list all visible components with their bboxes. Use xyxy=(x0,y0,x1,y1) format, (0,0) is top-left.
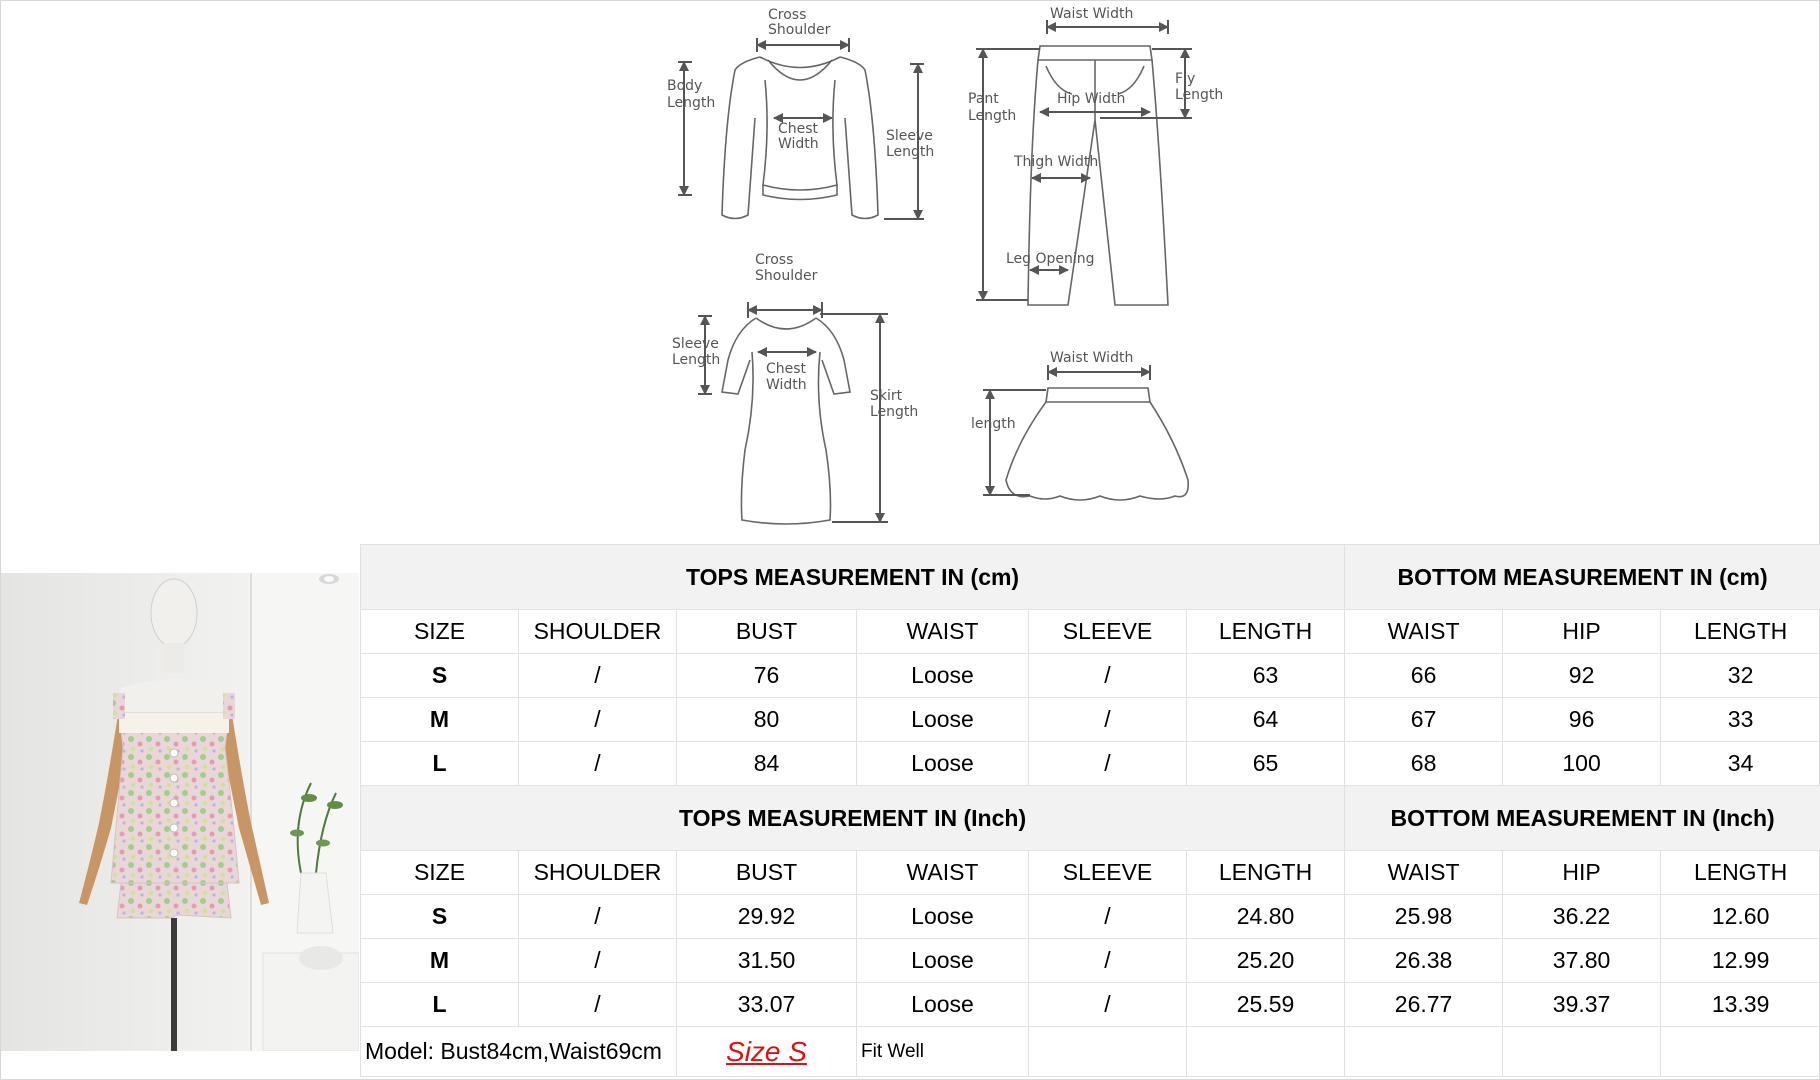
table-cell: 66 xyxy=(1345,654,1503,698)
table-cell: 39.37 xyxy=(1503,983,1661,1027)
dress-skirt-length-label: Skirt xyxy=(870,388,903,404)
product-photo xyxy=(1,573,359,1051)
table-cell: 12.99 xyxy=(1661,939,1820,983)
size-chart-table xyxy=(360,544,1820,1077)
size-cell: S xyxy=(361,654,519,698)
table-cell: / xyxy=(1029,742,1187,786)
size-cell: L xyxy=(361,983,519,1027)
table-cell: 31.50 xyxy=(677,939,857,983)
table-cell: / xyxy=(1029,939,1187,983)
column-header: LENGTH xyxy=(1187,610,1345,654)
table-cell: / xyxy=(519,654,677,698)
table-cell: 33.07 xyxy=(677,983,857,1027)
table-cell: 26.38 xyxy=(1345,939,1503,983)
pants-diagram xyxy=(968,6,1223,305)
dress-sleeve-length-label: Sleeve xyxy=(672,336,719,352)
table-cell: / xyxy=(519,742,677,786)
bottom-cm-title: BOTTOM MEASUREMENT IN (cm) xyxy=(1345,545,1820,610)
dress-cross-shoulder-label-2: Shoulder xyxy=(755,268,818,284)
table-cell: / xyxy=(1029,698,1187,742)
table-cell: / xyxy=(1029,895,1187,939)
table-row xyxy=(361,698,1820,742)
skirt-waist-width-label: Waist Width xyxy=(1050,350,1134,366)
model-measurements: Model: Bust84cm,Waist69cm xyxy=(361,1027,677,1077)
dress-chest-width-label: Chest xyxy=(766,361,807,377)
inch-column-header-row xyxy=(361,851,1820,895)
table-cell: 32 xyxy=(1661,654,1820,698)
empty-cell xyxy=(1503,1027,1661,1077)
top-cross-shoulder-label: Cross xyxy=(768,7,807,23)
pants-leg-opening-label: Leg Opening xyxy=(1006,251,1095,267)
column-header: WAIST xyxy=(857,610,1029,654)
pants-fly-length-label-2: Length xyxy=(1175,87,1224,103)
top-chest-width-label-2: Width xyxy=(778,136,819,152)
dress-skirt-length-label-2: Length xyxy=(870,404,919,420)
column-header: SLEEVE xyxy=(1029,851,1187,895)
skirt-length-label: length xyxy=(971,416,1016,432)
cm-title-row xyxy=(361,545,1820,610)
table-row xyxy=(361,983,1820,1027)
column-header: SLEEVE xyxy=(1029,610,1187,654)
column-header: HIP xyxy=(1503,610,1661,654)
column-header: LENGTH xyxy=(1661,610,1820,654)
tops-cm-title: TOPS MEASUREMENT IN (cm) xyxy=(361,545,1345,610)
pants-hip-width-label: Hip Width xyxy=(1057,91,1126,107)
table-cell: 96 xyxy=(1503,698,1661,742)
column-header: LENGTH xyxy=(1661,851,1820,895)
model-note-row xyxy=(361,1027,1820,1077)
column-header: SHOULDER xyxy=(519,851,677,895)
table-cell: 84 xyxy=(677,742,857,786)
fit-note: Fit Well xyxy=(857,1027,1029,1077)
table-row xyxy=(361,895,1820,939)
table-cell: 25.98 xyxy=(1345,895,1503,939)
pants-fly-length-label: Fly xyxy=(1175,71,1196,87)
table-cell: Loose xyxy=(857,939,1029,983)
table-cell: 100 xyxy=(1503,742,1661,786)
model-size: Size S xyxy=(677,1027,857,1077)
table-cell: 64 xyxy=(1187,698,1345,742)
size-cell: M xyxy=(361,698,519,742)
dress-sleeve-length-label-2: Length xyxy=(672,352,721,368)
table-cell: 37.80 xyxy=(1503,939,1661,983)
dress-diagram xyxy=(672,252,918,524)
pants-pant-length-label: Pant xyxy=(968,91,999,107)
column-header: WAIST xyxy=(857,851,1029,895)
column-header: WAIST xyxy=(1345,851,1503,895)
empty-cell xyxy=(1187,1027,1345,1077)
table-cell: 13.39 xyxy=(1661,983,1820,1027)
column-header: SIZE xyxy=(361,610,519,654)
table-cell: 25.20 xyxy=(1187,939,1345,983)
tops-inch-title: TOPS MEASUREMENT IN (Inch) xyxy=(361,786,1345,851)
pants-pant-length-label-2: Length xyxy=(968,108,1017,124)
empty-cell xyxy=(1661,1027,1820,1077)
table-cell: 33 xyxy=(1661,698,1820,742)
table-cell: / xyxy=(1029,654,1187,698)
table-cell: 24.80 xyxy=(1187,895,1345,939)
top-cross-shoulder-label-2: Shoulder xyxy=(768,22,831,38)
table-cell: 25.59 xyxy=(1187,983,1345,1027)
bottom-inch-title: BOTTOM MEASUREMENT IN (Inch) xyxy=(1345,786,1820,851)
table-cell: 63 xyxy=(1187,654,1345,698)
cm-column-header-row xyxy=(361,610,1820,654)
table-row xyxy=(361,654,1820,698)
table-cell: / xyxy=(519,939,677,983)
table-cell: 65 xyxy=(1187,742,1345,786)
size-cell: S xyxy=(361,895,519,939)
top-sleeve-length-label-2: Length xyxy=(886,144,935,160)
table-cell: Loose xyxy=(857,895,1029,939)
table-cell: 36.22 xyxy=(1503,895,1661,939)
column-header: SHOULDER xyxy=(519,610,677,654)
table-row xyxy=(361,939,1820,983)
table-cell: 92 xyxy=(1503,654,1661,698)
dress-chest-width-label-2: Width xyxy=(766,377,807,393)
table-cell: 67 xyxy=(1345,698,1503,742)
table-cell: / xyxy=(519,983,677,1027)
table-cell: 34 xyxy=(1661,742,1820,786)
table-row xyxy=(361,742,1820,786)
skirt-diagram xyxy=(971,350,1188,500)
table-cell: 12.60 xyxy=(1661,895,1820,939)
inch-title-row xyxy=(361,786,1820,851)
table-cell: 29.92 xyxy=(677,895,857,939)
empty-cell xyxy=(1345,1027,1503,1077)
top-body-length-label-2: Length xyxy=(667,95,716,111)
top-body-length-label: Body xyxy=(667,78,703,94)
table-cell: 80 xyxy=(677,698,857,742)
pants-thigh-width-label: Thigh Width xyxy=(1014,154,1099,170)
column-header: HIP xyxy=(1503,851,1661,895)
table-cell: 68 xyxy=(1345,742,1503,786)
top-sleeve-length-label: Sleeve xyxy=(886,128,933,144)
table-cell: / xyxy=(519,698,677,742)
table-cell: / xyxy=(519,895,677,939)
table-cell: / xyxy=(1029,983,1187,1027)
table-cell: Loose xyxy=(857,654,1029,698)
table-cell: 26.77 xyxy=(1345,983,1503,1027)
dress-cross-shoulder-label: Cross xyxy=(755,252,794,268)
table-cell: Loose xyxy=(857,698,1029,742)
pants-waist-width-label: Waist Width xyxy=(1050,6,1134,22)
empty-cell xyxy=(1029,1027,1187,1077)
table-cell: Loose xyxy=(857,983,1029,1027)
column-header: BUST xyxy=(677,851,857,895)
table-cell: 76 xyxy=(677,654,857,698)
table-cell: Loose xyxy=(857,742,1029,786)
top-chest-width-label: Chest xyxy=(778,121,819,137)
column-header: SIZE xyxy=(361,851,519,895)
size-cell: L xyxy=(361,742,519,786)
column-header: LENGTH xyxy=(1187,851,1345,895)
top-diagram xyxy=(667,7,934,219)
size-cell: M xyxy=(361,939,519,983)
column-header: WAIST xyxy=(1345,610,1503,654)
column-header: BUST xyxy=(677,610,857,654)
